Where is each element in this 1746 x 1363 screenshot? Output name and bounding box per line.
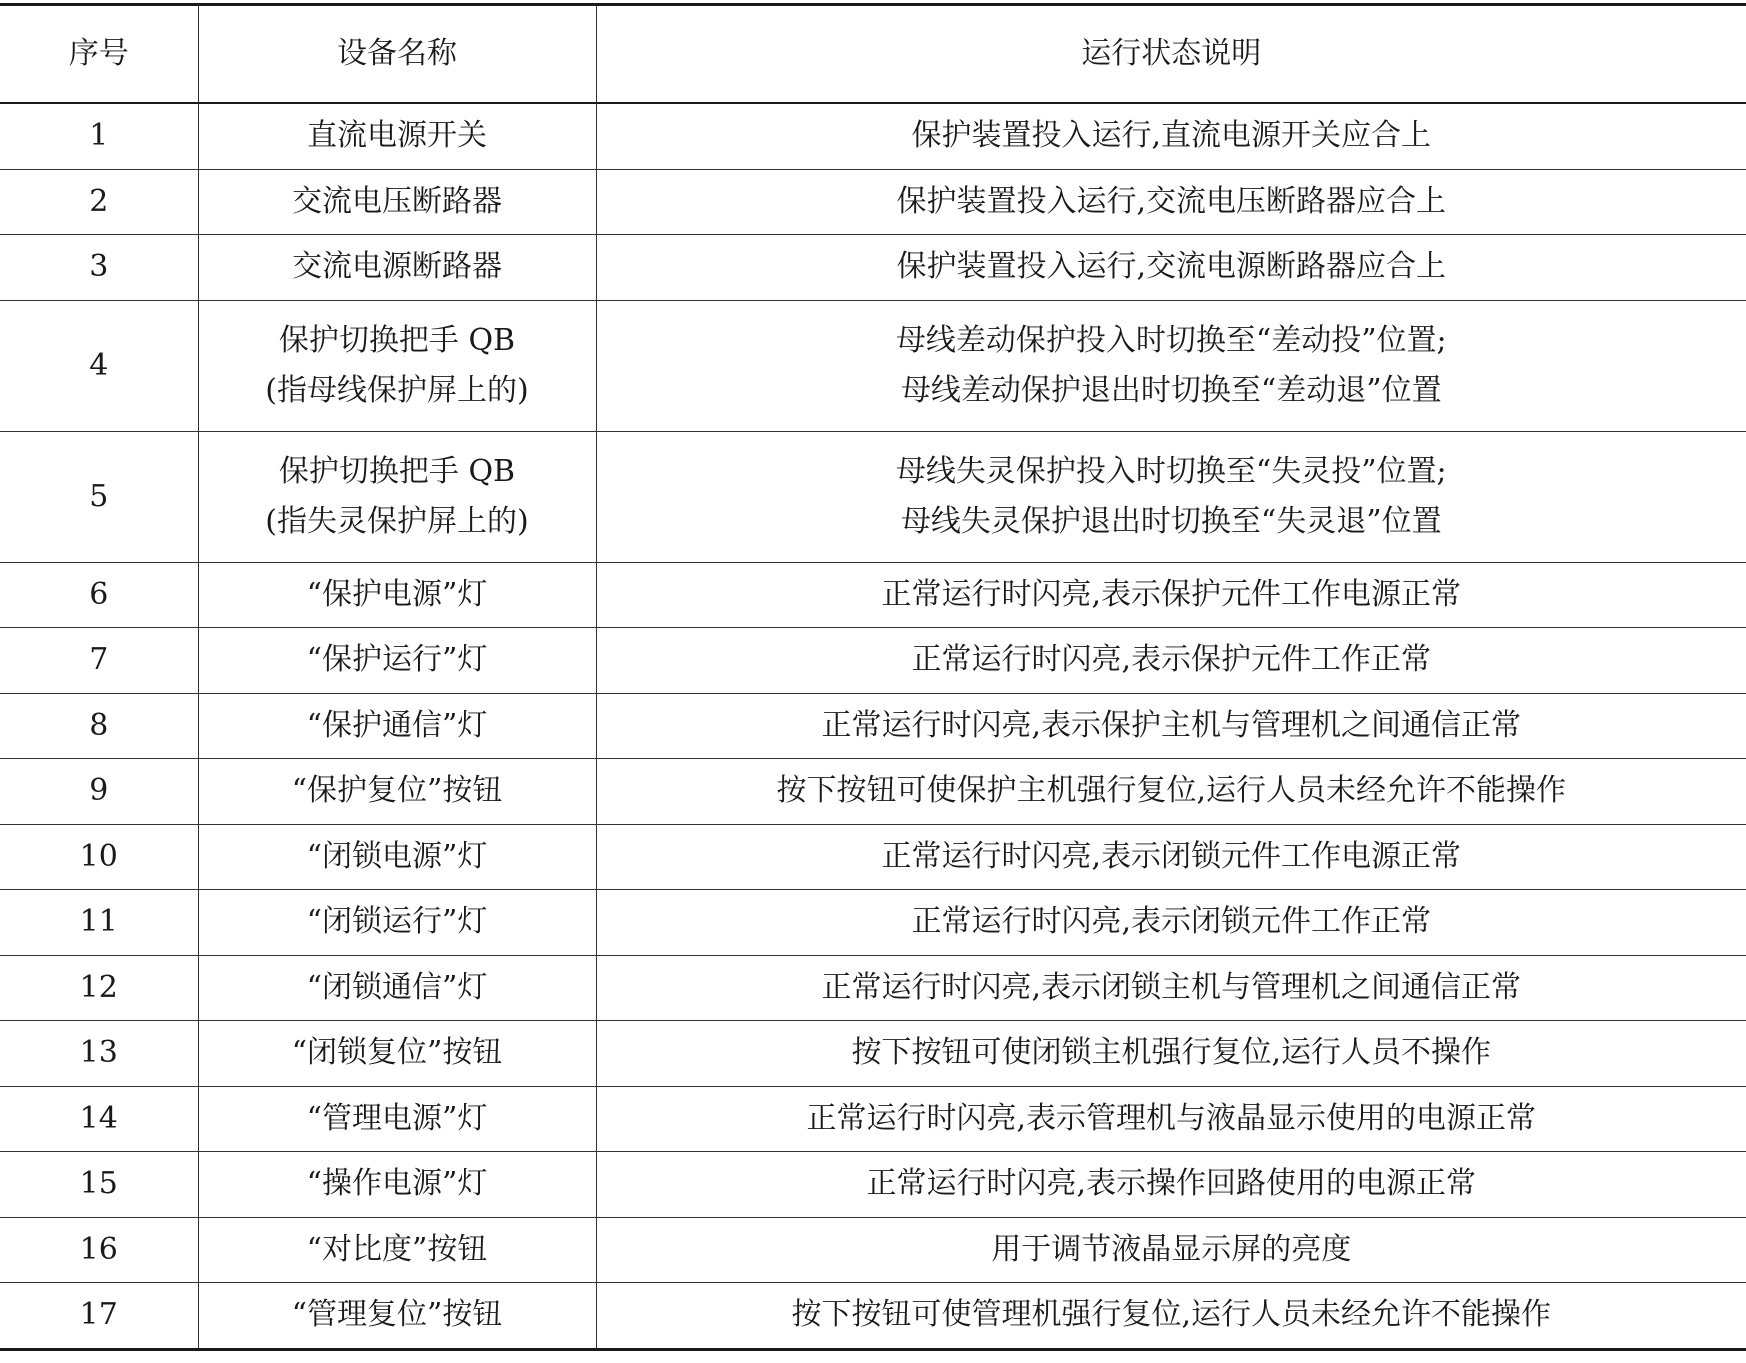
device-name-line: “保护通信”灯 [306, 707, 488, 743]
row-index-cell: 15 [0, 1152, 198, 1218]
device-name-line: “闭锁运行”灯 [306, 904, 488, 940]
status-description-cell [596, 169, 1746, 235]
table-row [0, 1086, 1746, 1152]
status-description-cell [596, 1283, 1746, 1350]
row-index-cell: 16 [0, 1217, 198, 1283]
table-row [0, 824, 1746, 890]
device-name-line: “闭锁复位”按钮 [291, 1035, 503, 1071]
header-status-description: 运行状态说明 [596, 5, 1746, 104]
device-name-cell [198, 693, 596, 759]
status-description-cell [596, 955, 1746, 1021]
row-index-cell: 7 [0, 628, 198, 694]
device-name-cell [198, 1217, 596, 1283]
status-description-cell [596, 562, 1746, 628]
device-name-cell [198, 235, 596, 301]
status-description-line: 按下按钮可使管理机强行复位,运行人员未经允许不能操作 [791, 1297, 1552, 1333]
device-name-line: 直流电源开关 [307, 118, 487, 154]
row-index-cell: 4 [0, 300, 198, 431]
status-description-cell [596, 890, 1746, 956]
status-description-line: 正常运行时闪亮,表示闭锁主机与管理机之间通信正常 [821, 969, 1522, 1005]
device-name-cell [198, 300, 596, 431]
device-name-cell [198, 562, 596, 628]
row-index-cell: 5 [0, 431, 198, 562]
status-description-cell [596, 1217, 1746, 1283]
row-index-cell: 2 [0, 169, 198, 235]
device-status-table [0, 3, 1746, 1351]
header-device-name: 设备名称 [198, 5, 596, 104]
status-description-line: 保护装置投入运行,交流电源断路器应合上 [896, 249, 1447, 285]
row-index-cell: 6 [0, 562, 198, 628]
device-name-line: “闭锁电源”灯 [306, 838, 488, 874]
table-row [0, 890, 1746, 956]
status-description-cell [596, 824, 1746, 890]
table-row [0, 1021, 1746, 1087]
row-index-cell: 3 [0, 235, 198, 301]
row-index-cell: 12 [0, 955, 198, 1021]
table-row [0, 235, 1746, 301]
status-description-line: 保护装置投入运行,交流电压断路器应合上 [896, 183, 1447, 219]
device-name-line: “闭锁通信”灯 [306, 969, 488, 1005]
device-name-line: 保护切换把手 QB [278, 453, 516, 489]
device-name-cell [198, 431, 596, 562]
table-row [0, 1283, 1746, 1350]
table-row [0, 628, 1746, 694]
status-description-cell [596, 431, 1746, 562]
row-index-cell: 10 [0, 824, 198, 890]
status-description-cell [596, 1021, 1746, 1087]
table-row [0, 562, 1746, 628]
row-index-cell: 13 [0, 1021, 198, 1087]
row-index-cell: 8 [0, 693, 198, 759]
header-index: 序号 [0, 5, 198, 104]
device-name-cell [198, 890, 596, 956]
device-name-cell [198, 1283, 596, 1350]
status-description-line: 正常运行时闪亮,表示操作回路使用的电源正常 [866, 1166, 1477, 1202]
device-name-line: “管理电源”灯 [306, 1100, 488, 1136]
table-row [0, 1217, 1746, 1283]
row-index-cell: 1 [0, 103, 198, 169]
device-name-cell [198, 1021, 596, 1087]
status-description-cell [596, 235, 1746, 301]
device-name-line: “保护复位”按钮 [291, 773, 503, 809]
status-description-cell [596, 300, 1746, 431]
status-description-line: 母线差动保护投入时切换至“差动投”位置; [895, 322, 1447, 358]
device-name-cell [198, 169, 596, 235]
table-row [0, 169, 1746, 235]
status-description-cell [596, 103, 1746, 169]
status-description-line: 母线失灵保护退出时切换至“失灵退”位置 [900, 503, 1442, 539]
status-description-line: 正常运行时闪亮,表示保护元件工作正常 [911, 642, 1432, 678]
status-description-line: 正常运行时闪亮,表示保护元件工作电源正常 [881, 576, 1462, 612]
device-name-cell [198, 628, 596, 694]
status-description-line: 母线失灵保护投入时切换至“失灵投”位置; [895, 453, 1447, 489]
status-description-line: 正常运行时闪亮,表示闭锁元件工作正常 [911, 904, 1432, 940]
device-name-cell [198, 955, 596, 1021]
device-name-line: “保护电源”灯 [306, 576, 488, 612]
device-name-cell [198, 1152, 596, 1218]
status-description-line: 正常运行时闪亮,表示管理机与液晶显示使用的电源正常 [806, 1100, 1537, 1136]
table-row [0, 759, 1746, 825]
table-row [0, 431, 1746, 562]
device-name-line: 交流电压断路器 [292, 183, 502, 219]
status-description-cell [596, 1152, 1746, 1218]
device-name-cell [198, 103, 596, 169]
device-name-cell [198, 1086, 596, 1152]
table-row [0, 103, 1746, 169]
device-name-line: 交流电源断路器 [292, 249, 502, 285]
status-description-line: 正常运行时闪亮,表示保护主机与管理机之间通信正常 [821, 707, 1522, 743]
status-description-line: 正常运行时闪亮,表示闭锁元件工作电源正常 [881, 838, 1462, 874]
status-description-line: 按下按钮可使保护主机强行复位,运行人员未经允许不能操作 [776, 773, 1567, 809]
device-name-line: “对比度”按钮 [306, 1231, 488, 1267]
status-description-line: 按下按钮可使闭锁主机强行复位,运行人员不操作 [851, 1035, 1492, 1071]
status-description-cell [596, 628, 1746, 694]
device-name-line: “管理复位”按钮 [291, 1297, 503, 1333]
device-name-line: “操作电源”灯 [306, 1166, 488, 1202]
device-name-line: 保护切换把手 QB [278, 322, 516, 358]
row-index-cell: 9 [0, 759, 198, 825]
device-name-line: (指失灵保护屏上的) [265, 503, 529, 539]
status-description-cell [596, 1086, 1746, 1152]
row-index-cell: 11 [0, 890, 198, 956]
row-index-cell: 17 [79, 1297, 118, 1333]
device-name-cell [198, 824, 596, 890]
row-index-cell: 14 [0, 1086, 198, 1152]
device-name-line: “保护运行”灯 [306, 642, 488, 678]
table-row [0, 693, 1746, 759]
status-description-line: 保护装置投入运行,直流电源开关应合上 [911, 118, 1432, 154]
table-row [0, 955, 1746, 1021]
status-description-cell [596, 693, 1746, 759]
table-row [0, 300, 1746, 431]
status-description-line: 母线差动保护退出时切换至“差动退”位置 [900, 372, 1442, 408]
device-name-line: (指母线保护屏上的) [265, 372, 529, 408]
table-header-row [0, 5, 1746, 104]
table-row [0, 1152, 1746, 1218]
device-name-cell [198, 759, 596, 825]
status-description-cell [596, 759, 1746, 825]
status-description-line: 用于调节液晶显示屏的亮度 [991, 1231, 1352, 1267]
